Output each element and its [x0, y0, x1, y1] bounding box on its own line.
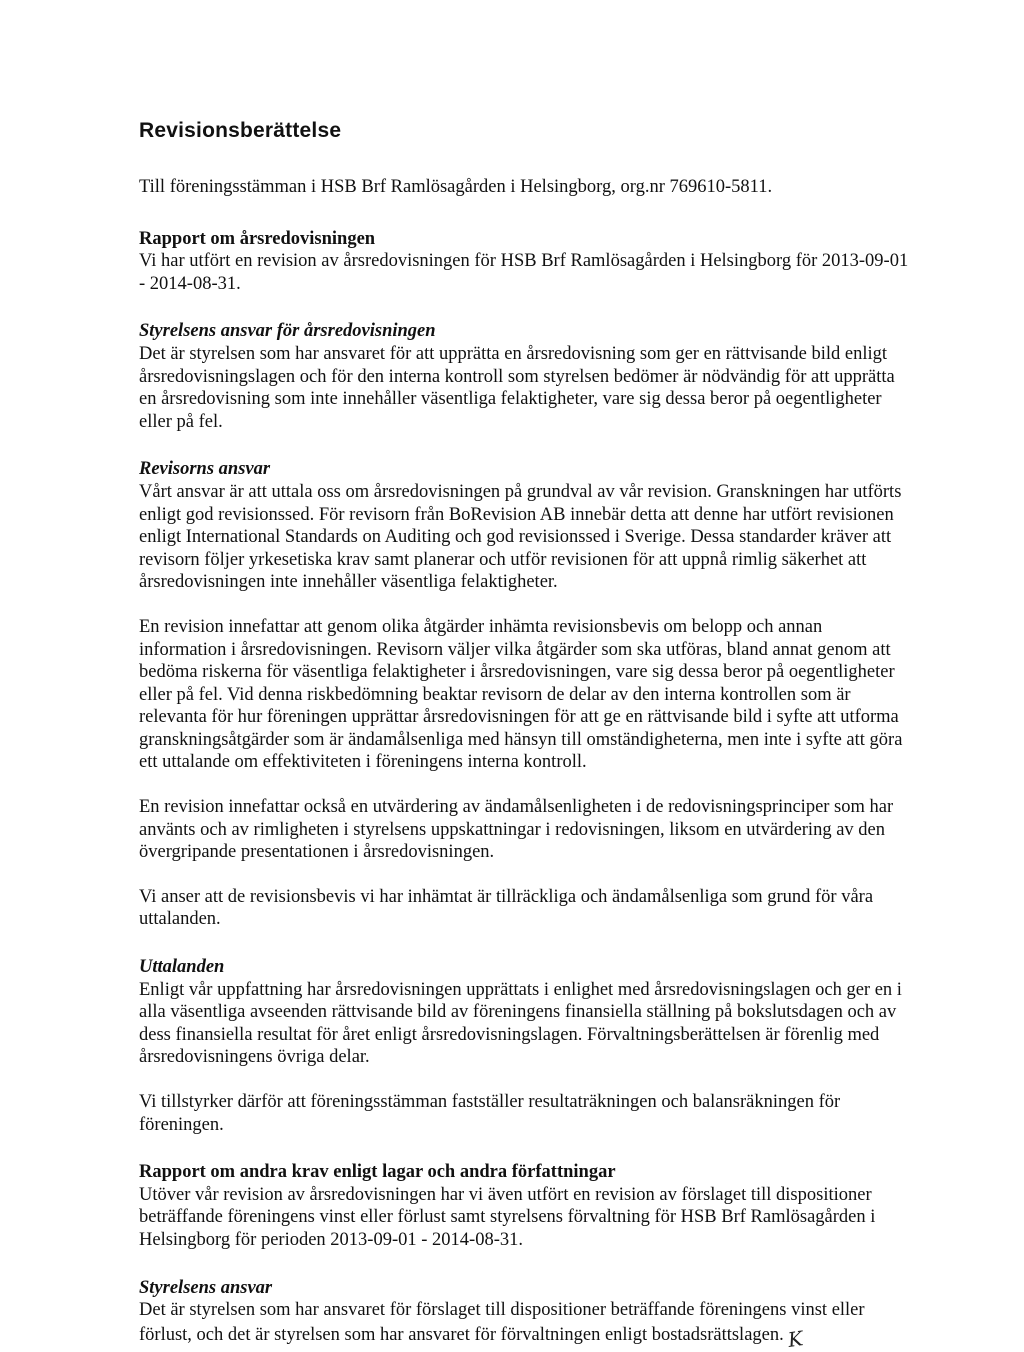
spacer	[139, 1069, 909, 1091]
board-responsibility-2-heading: Styrelsens ansvar	[139, 1277, 273, 1298]
auditor-paragraph-3: En revision innefattar också en utvärdering av ändamålsenligheten i de redovisningsprinciper som har använts och av rimligheten i styrelsens uppskattningar i redovisningen, liksom en utvärdering av den övergripande presentationen i årsredovisningen.	[139, 797, 894, 863]
auditor-paragraph-2: En revision innefattar att genom olika åtgärder inhämta revisionsbevis om belopp och annan information i årsredovisningen. Revisorn väljer vilka åtgärder som ska utföras, bland annat genom att bedöma riskerna för väsentliga felaktigheter i årsredovisningen, vare sig dessa beror på oegentligheter eller på fel. Vid denna riskbedömning beaktar revisorn de delar av den interna kontrollen som är relevanta för hur föreningen upprättar årsredovisningen för att ge en rättvisande bild i syfte att utforma granskningsåtgärder som är ändamålsenliga med hänsyn till omständigheterna, men inte i syfte att göra ett uttalande om effektiviteten i föreningens interna kontroll.	[139, 616, 903, 773]
auditor-responsibility-heading: Revisorns ansvar	[139, 459, 271, 480]
spacer	[139, 774, 909, 796]
board-responsibility-2-text: Det är styrelsen som har ansvaret för förslaget till dispositioner beträffande föreningens vinst eller förlust, och det är styrelsen som har ansvaret för förvaltningen enligt bostadsrättslagen.	[139, 1300, 865, 1345]
board-responsibility-2-text-block	[139, 1299, 909, 1352]
spacer	[139, 433, 909, 458]
spacer	[139, 1136, 909, 1161]
spacer	[139, 594, 909, 616]
document-title: Revisionsberättelse	[139, 119, 342, 142]
addressee-line: Till föreningsstämman i HSB Brf Ramlösagården i Helsingborg, org.nr 769610-5811.	[139, 177, 773, 197]
spacer	[139, 1252, 909, 1277]
auditor-paragraph-4: Vi anser att de revisionsbevis vi har inhämtat är tillräckliga och ändamålsenliga som grund för våra uttalanden.	[139, 886, 874, 930]
statements-heading: Uttalanden	[139, 957, 225, 978]
report-intro: Vi har utfört en revision av årsredovisningen för HSB Brf Ramlösagården i Helsingborg för 2013-09-01 - 2014-08-31.	[139, 251, 909, 294]
spacer	[139, 864, 909, 886]
other-requirements-text: Utöver vår revision av årsredovisningen har vi även utfört en revision av förslaget till dispositioner beträffande föreningens vinst eller förlust samt styrelsens förvaltning för HSB Brf Ramlösagården i Helsingborg för perioden 2013-09-01 - 2014-08-31.	[139, 1184, 876, 1250]
board-responsibility-text: Det är styrelsen som har ansvaret för att upprätta en årsredovisning som ger en rättvisande bild enligt årsredovisningslagen och för den interna kontroll som styrelsen bedömer är nödvändig för att upprätta en årsredovisning som inte innehåller väsentliga felaktigheter, vare sig dessa beror på oegentligheter eller på fel.	[139, 343, 895, 432]
statements-paragraph-1: Enligt vår uppfattning har årsredovisningen upprättats i enlighet med årsredovisningslagen och ger en i alla väsentliga avseenden rättvisande bild av föreningens finansiella ställning på bokslutsdagen och av dess finansiella resultat för året enligt årsredovisningslagen. Förvaltningsberättelsen är förenlig med årsredovisningens övriga delar.	[139, 979, 902, 1068]
other-requirements-heading: Rapport om andra krav enligt lagar och andra författningar	[139, 1162, 616, 1183]
report-heading: Rapport om årsredovisningen	[139, 228, 376, 249]
spacer	[139, 931, 909, 956]
auditor-paragraph-1: Vårt ansvar är att uttala oss om årsredovisningen på grundval av vår revision. Granskningen har utförts enligt god revisionssed. För revisorn från BoRevision AB innebär detta att denne har utfört revisionen enligt International Standards on Auditing och god revisionssed i Sverige. Dessa standarder kräver att revisorn följer yrkesetiska krav samt planerar och utför revisionen för att uppnå rimlig säkerhet att årsredovisningen inte innehåller väsentliga felaktigheter.	[139, 481, 902, 593]
board-responsibility-heading: Styrelsens ansvar för årsredovisningen	[139, 321, 436, 342]
audit-report	[139, 118, 909, 1352]
statements-paragraph-2: Vi tillstyrker därför att föreningsstämman fastställer resultaträkningen och balansräkningen för föreningen.	[139, 1092, 841, 1135]
handwritten-initials: K	[786, 1325, 805, 1352]
spacer	[139, 295, 909, 320]
